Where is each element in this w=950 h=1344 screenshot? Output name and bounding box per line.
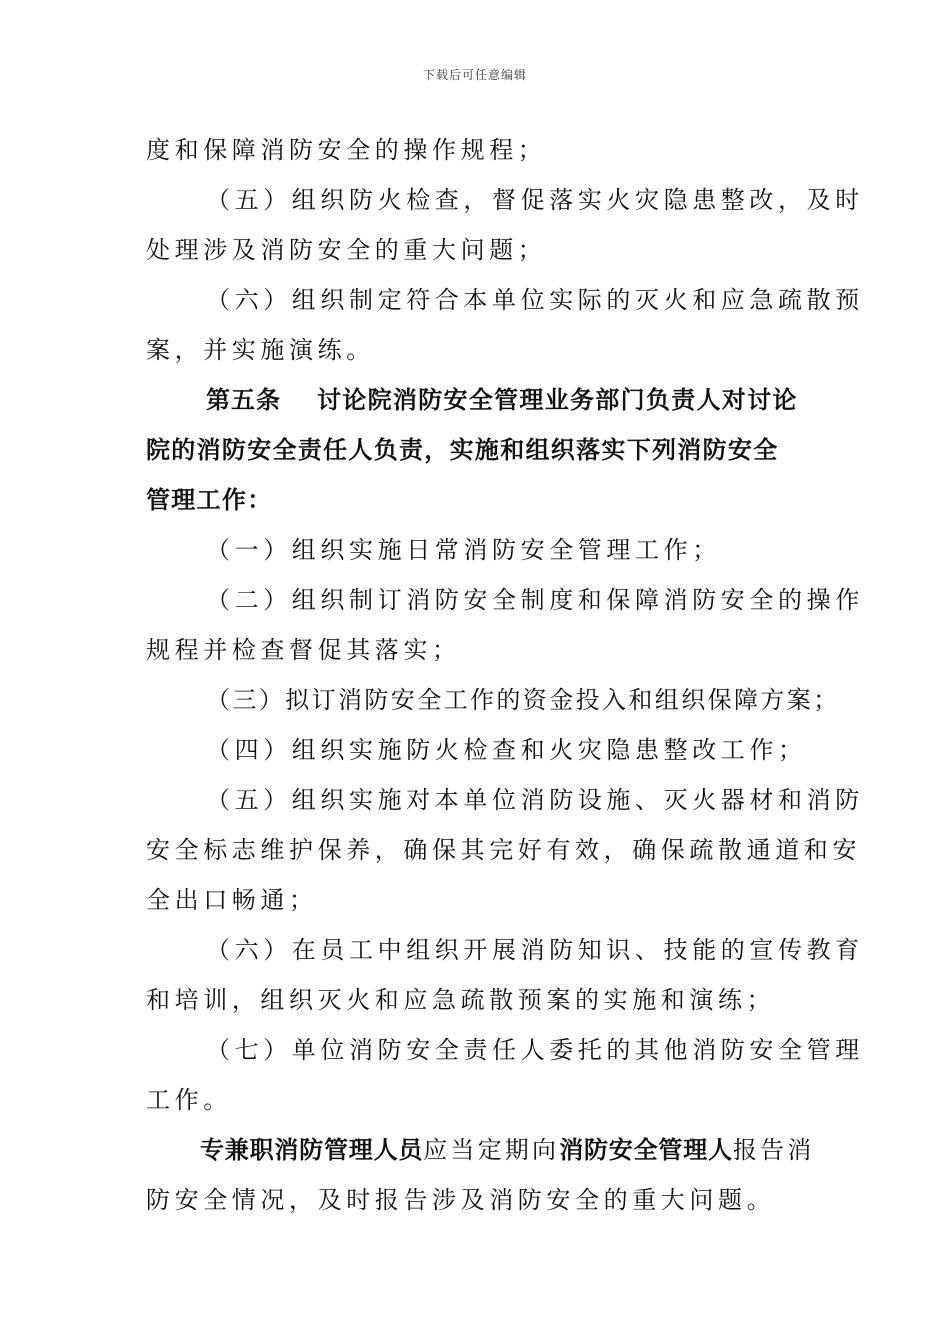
article-number: 第五条 [206,386,281,414]
paragraph-line [200,1136,814,1164]
article-heading-line: 院的消防安全责任人负责，实施和组织落实下列消防安全 [146,436,779,464]
paragraph-line: （五）组织实施对本单位消防设施、灭火器材和消防 [206,786,864,814]
article-text: 讨论院消防安全管理业务部门负责人对讨论 [317,386,798,414]
bold-term: 消防安全管理人 [559,1136,733,1164]
plain-text: 报告消 [732,1136,815,1164]
paragraph-line: （四）组织实施防火检查和火灾隐患整改工作； [206,736,807,764]
paragraph-line: （三）拟订消防安全工作的资金投入和组织保障方案； [206,686,840,714]
paragraph-line: 工作。 [146,1086,232,1114]
bold-term: 专兼职消防管理人员 [200,1136,424,1164]
paragraph-line: 和培训，组织灭火和应急疏散预案的实施和演练； [146,986,776,1014]
paragraph-line: 安全标志维护保养，确保其完好有效，确保疏散通道和安 [146,836,861,864]
paragraph-line: 规程并检查督促其落实； [146,636,461,664]
paragraph-line: 案，并实施演练。 [146,336,375,364]
paragraph-line: （二）组织制订消防安全制度和保障消防安全的操作 [206,586,864,614]
paragraph-line: （六）组织制定符合本单位实际的灭火和应急疏散预 [206,286,864,314]
paragraph-line: 度和保障消防安全的操作规程； [146,136,547,164]
paragraph-line: （一）组织实施日常消防安全管理工作； [206,536,721,564]
paragraph-line: 处理涉及消防安全的重大问题； [146,236,547,264]
paragraph-line: 防安全情况，及时报告涉及消防安全的重大问题。 [146,1186,776,1214]
paragraph-line: （五）组织防火检查，督促落实火灾隐患整改，及时 [206,186,864,214]
paragraph-line: 全出口畅通； [146,886,318,914]
paragraph-line: （六）在员工中组织开展消防知识、技能的宣传教育 [206,936,864,964]
paragraph-line: （七）单位消防安全责任人委托的其他消防安全管理 [206,1036,864,1064]
article-heading-line [206,386,798,414]
page-header-note: 下载后可任意编辑 [422,68,527,82]
article-heading-line: 管理工作： [146,486,273,514]
plain-text: 应当定期向 [423,1136,560,1164]
